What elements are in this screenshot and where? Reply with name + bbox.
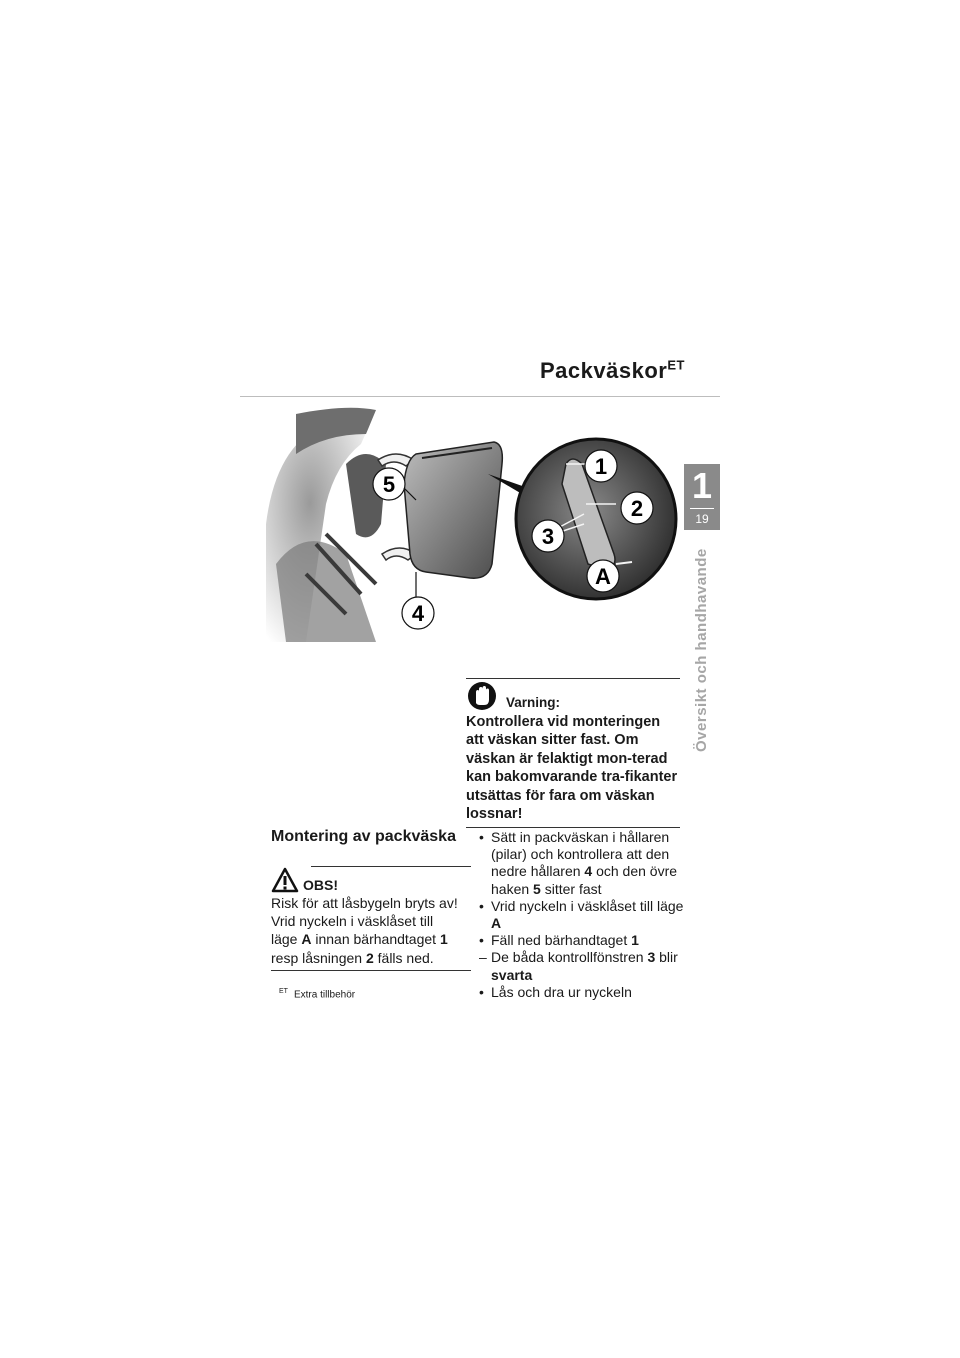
chapter-side-label: Översikt och handhavande bbox=[693, 548, 710, 752]
tab-divider bbox=[690, 508, 714, 509]
page-number: 19 bbox=[695, 512, 709, 526]
caution-triangle-icon bbox=[271, 867, 299, 893]
obs-box bbox=[271, 866, 471, 971]
list-item: • Lås och dra ur nyckeln bbox=[479, 983, 632, 1000]
header-rule bbox=[240, 396, 720, 397]
list-item: • Fäll ned bärhandtaget 1 bbox=[479, 932, 639, 949]
hand-stop-icon bbox=[466, 681, 500, 711]
chapter-tab bbox=[684, 464, 720, 530]
callout-1: 1 bbox=[594, 454, 608, 479]
footnote: $^{ET}$ Extra tillbehör bbox=[279, 988, 356, 1001]
callout-4: 4 bbox=[411, 601, 425, 626]
callout-a: A bbox=[595, 564, 611, 589]
section-title: Montering av packväska bbox=[271, 828, 456, 845]
callout-3: 3 bbox=[541, 524, 555, 549]
warning-top-rule bbox=[466, 678, 680, 679]
chapter-number: 1 bbox=[691, 465, 713, 506]
obs-heading: OBS! bbox=[303, 877, 338, 893]
pannier-illustration bbox=[266, 404, 700, 642]
obs-bottom-rule bbox=[271, 970, 471, 971]
callout-2: 2 bbox=[630, 496, 644, 521]
obs-text: Risk för att låsbygeln bryts av! Vrid nyckeln i väsklåset till läge A innan bärhandtaget 1 resp låsningen 2 fälls ned. bbox=[271, 895, 458, 966]
warning-heading: Varning: bbox=[506, 695, 561, 710]
warning-text: Kontrollera vid monteringen att väskan sitter fast. Om väskan är felaktigt mon-terad kan bakomvarande tra-fikanter utsättas för fara om väskan lossnar! bbox=[466, 714, 678, 823]
list-item: • Sätt in packväskan i hållaren (pilar) och kontrollera att den nedre hållaren 4 och den övre haken 5 sitter fast bbox=[479, 829, 678, 897]
callout-5: 5 bbox=[382, 472, 396, 497]
warning-box bbox=[466, 678, 680, 828]
list-item: • Vrid nyckeln i väsklåset till läge A bbox=[479, 897, 684, 932]
procedure-steps bbox=[479, 829, 684, 1001]
list-item: – De båda kontrollfönstren 3 blir svarta bbox=[479, 949, 678, 983]
page-title: Packväskor$^{ET}$ bbox=[540, 357, 685, 383]
